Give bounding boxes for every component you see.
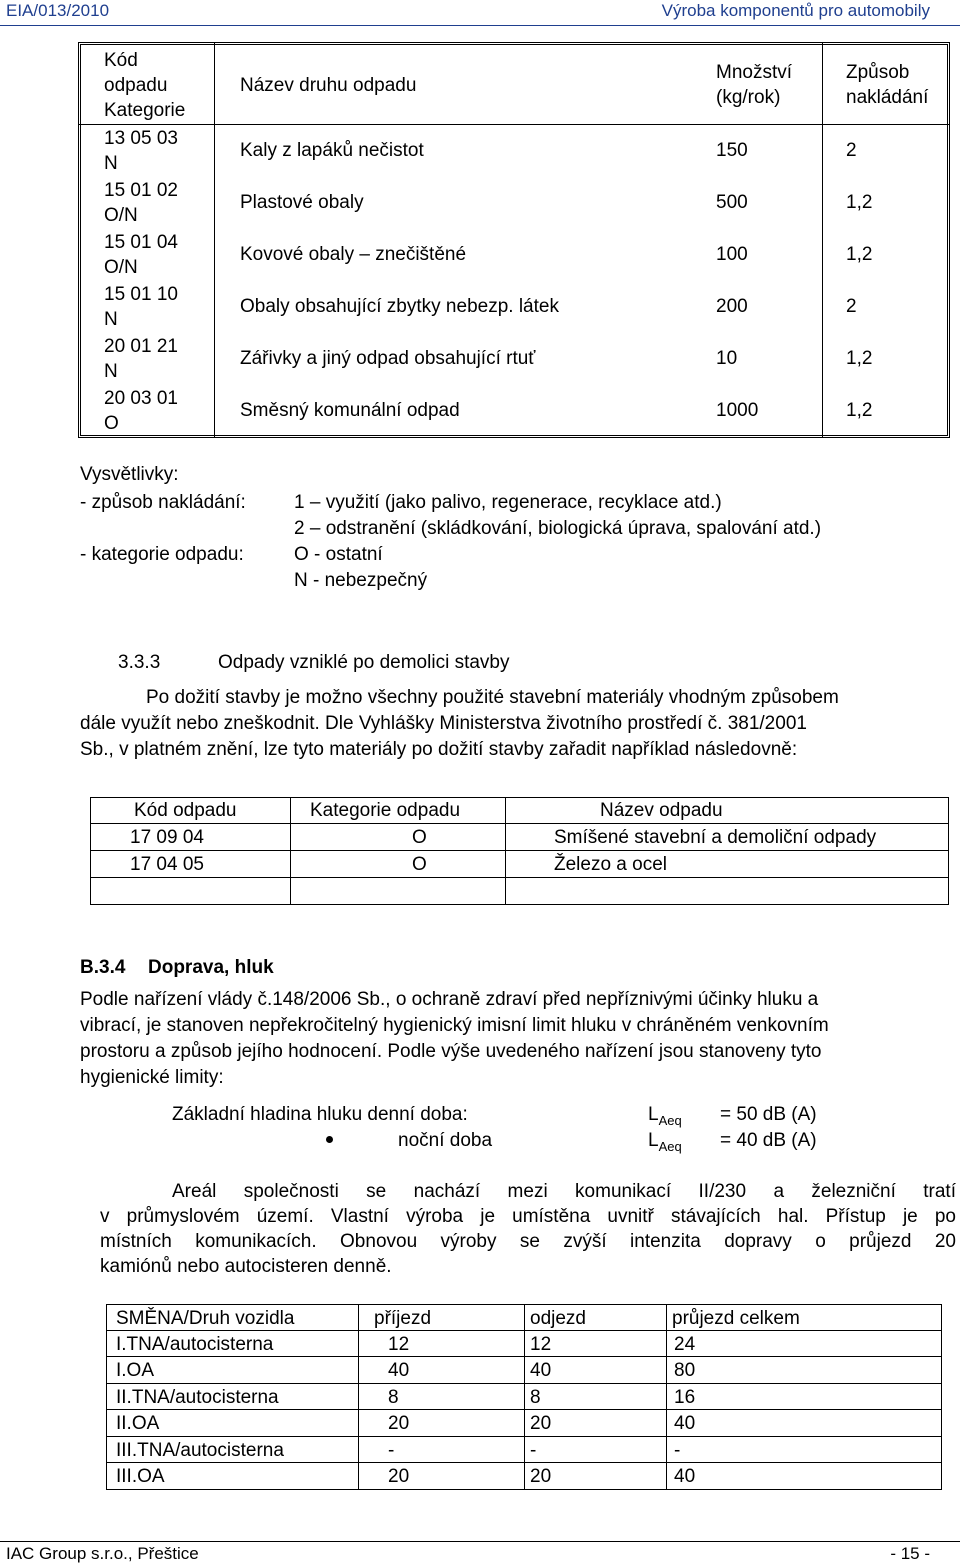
table-cell: 40 xyxy=(674,1466,696,1487)
paragraph-line: místních komunikacích. Obnovou výroby se zvýší intenzita dopravy o průjezd 20 xyxy=(100,1231,956,1252)
noise-day-label: Základní hladina hluku denní doba: xyxy=(172,1104,468,1125)
table-cell: - xyxy=(530,1440,537,1461)
table-header: Název odpadu xyxy=(600,800,723,821)
table-divider xyxy=(106,1383,942,1384)
waste-amount: 150 xyxy=(716,140,748,161)
waste-header-name: Název druhu odpadu xyxy=(240,75,417,96)
table-cell: III.TNA/autocisterna xyxy=(116,1440,284,1461)
table-row: 20 01 21 N xyxy=(104,336,178,382)
table-divider xyxy=(106,1436,942,1437)
table-cell: I.OA xyxy=(116,1360,155,1381)
waste-name: Obaly obsahující zbytky nebezp. látek xyxy=(240,296,559,317)
section-number: 3.3.3 xyxy=(118,652,161,673)
bullet-icon xyxy=(326,1136,333,1143)
waste-header-method: Způsob nakládání xyxy=(846,62,929,108)
table-divider xyxy=(822,42,823,438)
table-cell: 20 xyxy=(530,1413,552,1434)
footer-divider xyxy=(0,1541,960,1542)
paragraph-line: vibrací, je stanoven nepřekročitelný hygienický imisní limit hluku v chráněném venkovním xyxy=(80,1015,829,1036)
paragraph-line: prostoru a způsob jejího hodnocení. Podle výše uvedeného nařízení jsou stanoveny tyto xyxy=(80,1041,822,1062)
table-cell: 17 09 04 xyxy=(130,827,204,848)
legend-category-n: N - nebezpečný xyxy=(294,570,428,591)
waste-amount: 1000 xyxy=(716,400,759,421)
table-divider xyxy=(78,124,950,125)
waste-header-amount: Množství (kg/rok) xyxy=(716,62,793,108)
table-cell: I.TNA/autocisterna xyxy=(116,1334,274,1355)
noise-night-value: = 40 dB (A) xyxy=(720,1130,817,1151)
waste-method: 2 xyxy=(846,140,857,161)
table-cell: 40 xyxy=(388,1360,410,1381)
noise-night-label: noční doba xyxy=(398,1130,493,1151)
waste-name: Zářivky a jiný odpad obsahující rtuť xyxy=(240,348,536,369)
waste-name: Plastové obaly xyxy=(240,192,364,213)
legend-method-label: - způsob nakládání: xyxy=(80,492,246,513)
table-cell: 12 xyxy=(388,1334,410,1355)
table-cell: Železo a ocel xyxy=(554,854,668,875)
table-cell: 40 xyxy=(530,1360,552,1381)
table-cell: 8 xyxy=(388,1387,399,1408)
paragraph-line: hygienické limity: xyxy=(80,1067,224,1088)
table-cell: 24 xyxy=(674,1334,696,1355)
noise-day-value: = 50 dB (A) xyxy=(720,1104,817,1125)
table-row: 15 01 02 O/N xyxy=(104,180,178,226)
waste-name: Směsný komunální odpad xyxy=(240,400,460,421)
table-divider xyxy=(505,797,506,905)
paragraph-line: kamiónů nebo autocisteren denně. xyxy=(100,1256,392,1277)
table-cell: - xyxy=(674,1440,681,1461)
paragraph-line: dále využít nebo zneškodnit. Dle Vyhlášky Ministerstva životního prostředí č. 381/2001 xyxy=(80,713,807,734)
table-cell: - xyxy=(388,1440,395,1461)
table-cell: 16 xyxy=(674,1387,696,1408)
table-row: 13 05 03 N xyxy=(104,128,178,174)
table-divider xyxy=(214,42,215,438)
waste-header-code: Kód odpadu Kategorie xyxy=(104,50,186,121)
table-row: 20 03 01 O xyxy=(104,388,178,434)
waste-amount: 200 xyxy=(716,296,748,317)
table-divider xyxy=(90,850,949,851)
table-header: příjezd xyxy=(374,1308,432,1329)
paragraph-line: v průmyslovém území. Vlastní výroba je umístěna uvnitř stávajících hal. Přístup je po xyxy=(100,1206,956,1227)
table-header: Kód odpadu xyxy=(134,800,237,821)
table-header: SMĚNA/Druh vozidla xyxy=(116,1308,295,1329)
table-cell: 20 xyxy=(388,1413,410,1434)
page-header xyxy=(0,0,960,26)
table-cell: O xyxy=(412,827,427,848)
noise-symbol: $L_{Aeq}$ xyxy=(648,1130,682,1154)
table-cell: 12 xyxy=(530,1334,552,1355)
legend-method-1: 1 – využití (jako palivo, regenerace, recyklace atd.) xyxy=(294,492,722,513)
table-divider xyxy=(90,823,949,824)
legend-category-label: - kategorie odpadu: xyxy=(80,544,244,565)
table-divider xyxy=(90,877,949,878)
waste-method: 1,2 xyxy=(846,400,873,421)
table-cell: II.OA xyxy=(116,1413,160,1434)
table-cell: 8 xyxy=(530,1387,541,1408)
table-cell: 80 xyxy=(674,1360,696,1381)
page-number: - 15 - xyxy=(890,1544,930,1563)
waste-amount: 100 xyxy=(716,244,748,265)
legend-method-2: 2 – odstranění (skládkování, biologická úprava, spalování atd.) xyxy=(294,518,822,539)
table-divider xyxy=(290,797,291,905)
document-id: EIA/013/2010 xyxy=(6,1,110,20)
section-number: B.3.4 xyxy=(80,957,126,978)
legend-category-o: O - ostatní xyxy=(294,544,383,565)
waste-table xyxy=(78,42,950,438)
waste-method: 1,2 xyxy=(846,244,873,265)
waste-method: 1,2 xyxy=(846,348,873,369)
section-title: Doprava, hluk xyxy=(148,957,274,978)
waste-amount: 10 xyxy=(716,348,738,369)
noise-symbol: $L_{Aeq}$ xyxy=(648,1104,682,1128)
waste-method: 2 xyxy=(846,296,857,317)
waste-amount: 500 xyxy=(716,192,748,213)
paragraph-line: Areál společnosti se nachází mezi komunikací II/230 a železniční tratí xyxy=(172,1181,956,1202)
waste-name: Kaly z lapáků nečistot xyxy=(240,140,424,161)
table-cell: O xyxy=(412,854,427,875)
waste-name: Kovové obaly – znečištěné xyxy=(240,244,467,265)
table-cell: 17 04 05 xyxy=(130,854,204,875)
table-cell: 20 xyxy=(530,1466,552,1487)
table-header: průjezd celkem xyxy=(672,1308,800,1329)
table-header: odjezd xyxy=(530,1308,586,1329)
table-cell: 40 xyxy=(674,1413,696,1434)
paragraph-line: Po dožití stavby je možno všechny použité stavební materiály vhodným způsobem xyxy=(146,687,839,708)
paragraph-line: Podle nařízení vlády č.148/2006 Sb., o ochraně zdraví před nepříznivými účinky hluku a xyxy=(80,989,819,1010)
table-cell: II.TNA/autocisterna xyxy=(116,1387,279,1408)
table-cell: Smíšené stavební a demoliční odpady xyxy=(554,827,877,848)
footer-company: IAC Group s.r.o., Přeštice xyxy=(6,1544,199,1563)
table-row: 15 01 10 N xyxy=(104,284,178,330)
document-title: Výroba komponentů pro automobily xyxy=(661,1,930,20)
table-cell: III.OA xyxy=(116,1466,165,1487)
table-cell: 20 xyxy=(388,1466,410,1487)
paragraph-line: Sb., v platném znění, lze tyto materiály po dožití stavby zařadit například následovně: xyxy=(80,739,798,760)
table-row: 15 01 04 O/N xyxy=(104,232,178,278)
section-title: Odpady vzniklé po demolici stavby xyxy=(218,652,510,673)
table-header: Kategorie odpadu xyxy=(310,800,461,821)
waste-method: 1,2 xyxy=(846,192,873,213)
header-divider xyxy=(0,25,960,26)
legend-title: Vysvětlivky: xyxy=(80,464,179,485)
